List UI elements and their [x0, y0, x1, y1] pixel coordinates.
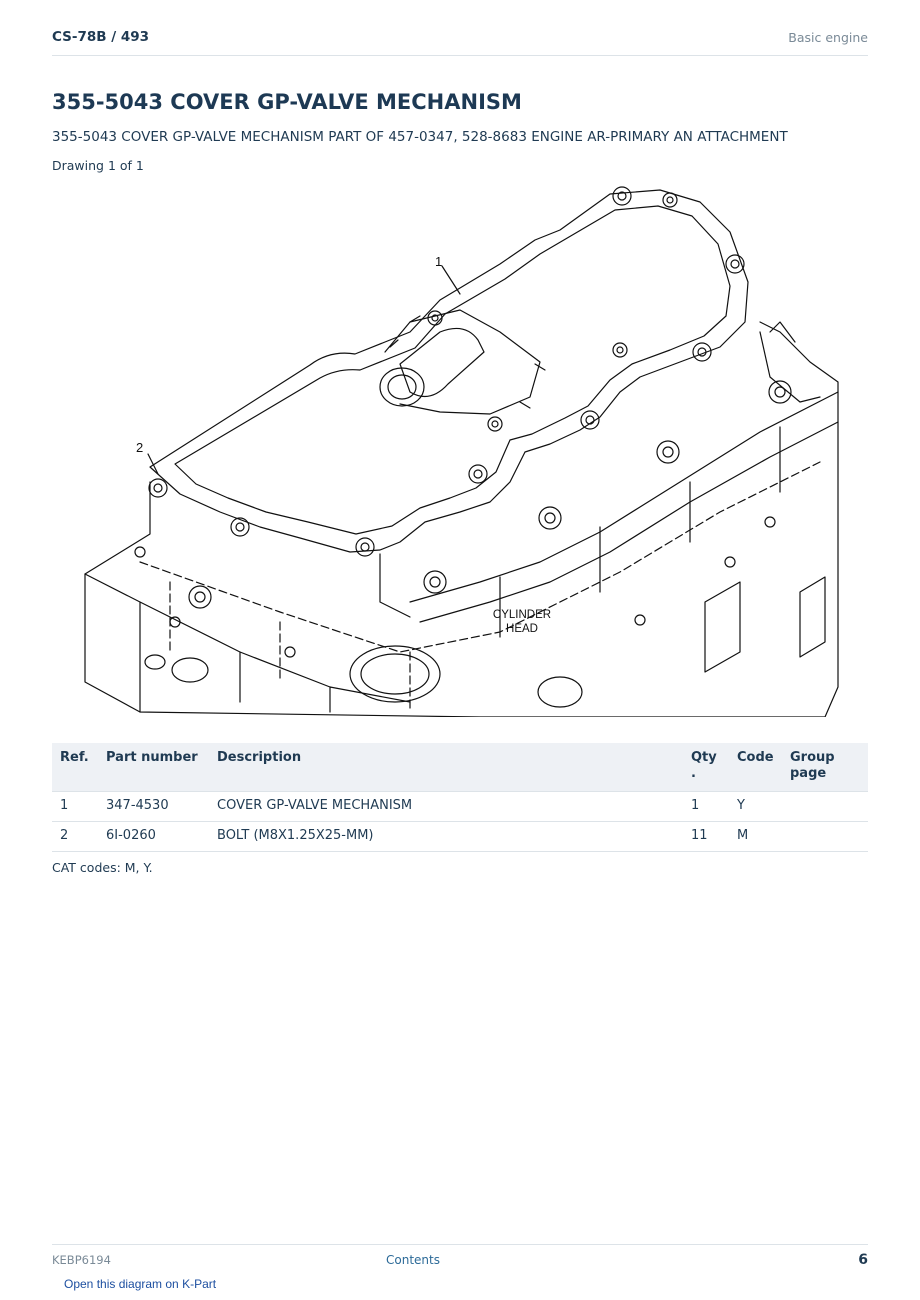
page-subtitle: 355-5043 COVER GP-VALVE MECHANISM PART OF 457-0347, 528-8683 ENGINE AR-PRIMARY AN ATTACHMENT	[52, 129, 788, 145]
col-header-ref: Ref.	[52, 743, 98, 792]
cell-group-page	[782, 822, 868, 852]
table-row	[52, 792, 868, 822]
drawing-count: Drawing 1 of 1	[52, 158, 144, 173]
header-divider	[52, 55, 868, 56]
open-diagram-link[interactable]: Open this diagram on K-Part	[64, 1277, 217, 1291]
cell-description: COVER GP-VALVE MECHANISM	[209, 792, 683, 822]
col-header-group-page	[782, 743, 868, 792]
valve-cover-inner	[175, 206, 730, 534]
table-header-row	[52, 743, 868, 792]
footer-doc-id: KEBP6194	[52, 1253, 111, 1267]
callout-2: 2	[136, 440, 144, 455]
cell-ref: 1	[52, 792, 98, 822]
cell-group-page	[782, 792, 868, 822]
contents-link[interactable]: Contents	[386, 1253, 440, 1267]
document-id-header: CS-78B / 493	[52, 29, 150, 45]
cell-qty: 11	[683, 822, 729, 852]
cell-description: BOLT (M8X1.25X25-MM)	[209, 822, 683, 852]
col-header-code: Code	[729, 743, 782, 792]
cell-part-number: 347-4530	[98, 792, 209, 822]
section-name-header: Basic engine	[788, 30, 868, 45]
cell-code: Y	[729, 792, 782, 822]
footer-divider	[52, 1244, 868, 1245]
col-header-qty	[683, 743, 729, 792]
qty-header-line2: .	[691, 766, 696, 781]
page-title: 355-5043 COVER GP-VALVE MECHANISM	[52, 90, 522, 114]
cell-ref: 2	[52, 822, 98, 852]
valve-cover-outline	[150, 190, 748, 552]
cylinder-head-label-line1: CYLINDER	[492, 609, 552, 621]
cylinder-head-outline	[85, 322, 838, 717]
group-header-line1: Group	[790, 750, 835, 765]
cell-part-number: 6I-0260	[98, 822, 209, 852]
table-row	[52, 822, 868, 852]
cell-qty: 1	[683, 792, 729, 822]
qty-header-line1: Qty	[691, 750, 717, 765]
engine-diagram	[80, 182, 840, 717]
parts-table	[52, 743, 868, 852]
page-number: 6	[858, 1252, 868, 1268]
bolt-head	[149, 479, 167, 497]
col-header-description: Description	[209, 743, 683, 792]
filler-neck	[400, 328, 484, 396]
callout-1: 1	[435, 254, 443, 269]
cell-code: M	[729, 822, 782, 852]
col-header-part-number: Part number	[98, 743, 209, 792]
cylinder-head-label-line2: HEAD	[506, 623, 538, 635]
group-header-line2: page	[790, 766, 827, 781]
cat-codes-note: CAT codes: M, Y.	[52, 860, 153, 875]
